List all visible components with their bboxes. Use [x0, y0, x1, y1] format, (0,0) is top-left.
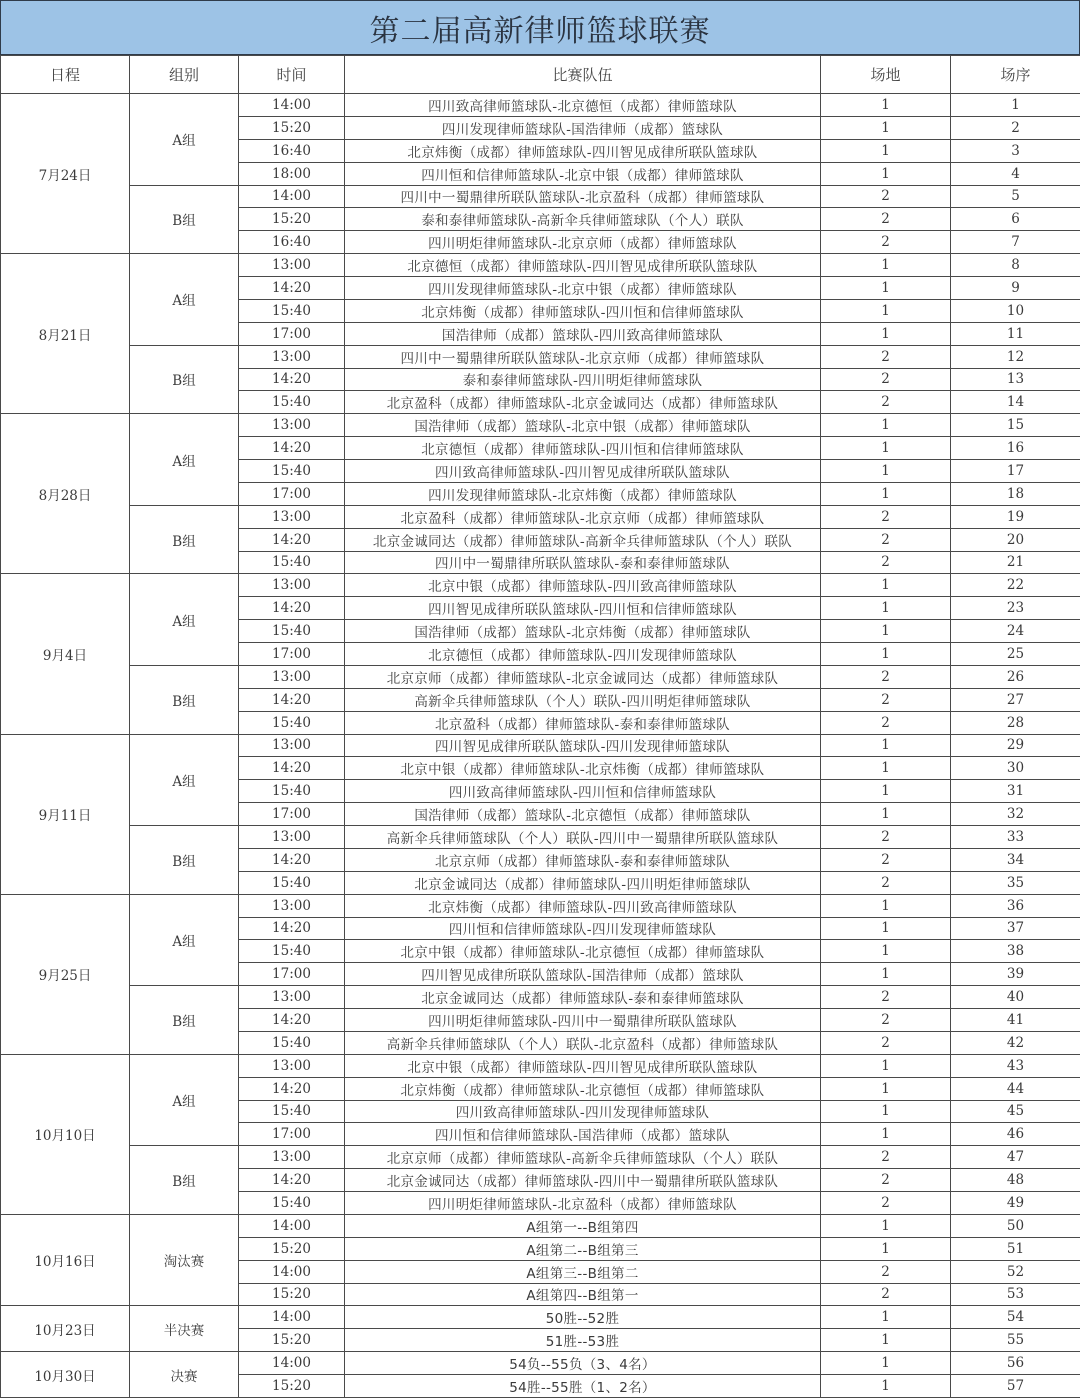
- seq-cell: 27: [951, 688, 1080, 711]
- field-cell: 1: [821, 1352, 951, 1375]
- field-cell: 1: [821, 940, 951, 963]
- seq-cell: 46: [951, 1123, 1080, 1146]
- time-cell: 15:40: [239, 620, 345, 643]
- header-row: [1, 56, 1080, 94]
- seq-cell: 6: [951, 208, 1080, 231]
- date-cell: 10月23日: [1, 1306, 130, 1352]
- seq-cell: 44: [951, 1077, 1080, 1100]
- header-field: 场地: [821, 56, 951, 94]
- time-cell: 15:40: [239, 460, 345, 483]
- teams-cell: A组第四--B组第一: [345, 1283, 821, 1306]
- teams-cell: 北京中银（成都）律师篮球队-四川致高律师篮球队: [345, 574, 821, 597]
- teams-cell: 四川恒和信律师篮球队-国浩律师（成都）篮球队: [345, 1123, 821, 1146]
- table-row: [1, 505, 1080, 528]
- seq-cell: 51: [951, 1237, 1080, 1260]
- time-cell: 15:40: [239, 391, 345, 414]
- date-cell: 8月21日: [1, 254, 130, 414]
- time-cell: 15:20: [239, 1329, 345, 1352]
- time-cell: 14:20: [239, 848, 345, 871]
- time-cell: 14:00: [239, 1352, 345, 1375]
- time-cell: 15:40: [239, 551, 345, 574]
- teams-cell: 国浩律师（成都）篮球队-北京德恒（成都）律师篮球队: [345, 803, 821, 826]
- teams-cell: 北京炜衡（成都）律师篮球队-四川智见成律所联队篮球队: [345, 139, 821, 162]
- time-cell: 17:00: [239, 322, 345, 345]
- group-cell: B组: [130, 826, 239, 895]
- time-cell: 14:00: [239, 185, 345, 208]
- time-cell: 14:20: [239, 1077, 345, 1100]
- seq-cell: 8: [951, 254, 1080, 277]
- seq-cell: 38: [951, 940, 1080, 963]
- teams-cell: 四川致高律师篮球队-北京德恒（成都）律师篮球队: [345, 94, 821, 117]
- teams-cell: 北京盈科（成都）律师篮球队-北京金诚同达（成都）律师篮球队: [345, 391, 821, 414]
- group-cell: B组: [130, 1146, 239, 1215]
- table-row: [1, 414, 1080, 437]
- seq-cell: 31: [951, 780, 1080, 803]
- seq-cell: 37: [951, 917, 1080, 940]
- teams-cell: 四川发现律师篮球队-国浩律师（成都）篮球队: [345, 116, 821, 139]
- table-row: [1, 94, 1080, 117]
- group-cell: 淘汰赛: [130, 1214, 239, 1306]
- field-cell: 1: [821, 414, 951, 437]
- date-cell: 9月25日: [1, 894, 130, 1054]
- seq-cell: 26: [951, 665, 1080, 688]
- time-cell: 14:20: [239, 917, 345, 940]
- seq-cell: 48: [951, 1169, 1080, 1192]
- field-cell: 1: [821, 1237, 951, 1260]
- field-cell: 1: [821, 1375, 951, 1398]
- seq-cell: 33: [951, 826, 1080, 849]
- date-cell: 9月4日: [1, 574, 130, 734]
- teams-cell: 四川恒和信律师篮球队-四川发现律师篮球队: [345, 917, 821, 940]
- teams-cell: 北京中银（成都）律师篮球队-四川智见成律所联队篮球队: [345, 1054, 821, 1077]
- time-cell: 13:00: [239, 345, 345, 368]
- teams-cell: 高新伞兵律师篮球队（个人）联队-四川明炬律师篮球队: [345, 688, 821, 711]
- seq-cell: 29: [951, 734, 1080, 757]
- teams-cell: 四川智见成律所联队篮球队-四川恒和信律师篮球队: [345, 597, 821, 620]
- teams-cell: 四川智见成律所联队篮球队-四川发现律师篮球队: [345, 734, 821, 757]
- teams-cell: 北京盈科（成都）律师篮球队-泰和泰律师篮球队: [345, 711, 821, 734]
- teams-cell: 四川中一蜀鼎律所联队篮球队-泰和泰律师篮球队: [345, 551, 821, 574]
- field-cell: 2: [821, 1192, 951, 1215]
- field-cell: 2: [821, 688, 951, 711]
- schedule-table: [0, 55, 1080, 1398]
- time-cell: 13:00: [239, 254, 345, 277]
- seq-cell: 41: [951, 1009, 1080, 1032]
- field-cell: 1: [821, 1123, 951, 1146]
- page-title: 第二届高新律师篮球联赛: [0, 0, 1080, 55]
- field-cell: 1: [821, 1214, 951, 1237]
- seq-cell: 39: [951, 963, 1080, 986]
- time-cell: 17:00: [239, 803, 345, 826]
- field-cell: 1: [821, 277, 951, 300]
- table-row: [1, 185, 1080, 208]
- field-cell: 1: [821, 734, 951, 757]
- field-cell: 1: [821, 963, 951, 986]
- field-cell: 1: [821, 1054, 951, 1077]
- teams-cell: A组第三--B组第二: [345, 1260, 821, 1283]
- time-cell: 15:40: [239, 780, 345, 803]
- time-cell: 16:40: [239, 139, 345, 162]
- seq-cell: 3: [951, 139, 1080, 162]
- time-cell: 13:00: [239, 986, 345, 1009]
- field-cell: 1: [821, 1100, 951, 1123]
- time-cell: 14:20: [239, 1169, 345, 1192]
- teams-cell: 国浩律师（成都）篮球队-北京炜衡（成都）律师篮球队: [345, 620, 821, 643]
- seq-cell: 25: [951, 643, 1080, 666]
- teams-cell: 四川中一蜀鼎律所联队篮球队-北京京师（成都）律师篮球队: [345, 345, 821, 368]
- seq-cell: 28: [951, 711, 1080, 734]
- table-row: [1, 1146, 1080, 1169]
- time-cell: 15:20: [239, 1237, 345, 1260]
- field-cell: 2: [821, 1283, 951, 1306]
- seq-cell: 17: [951, 460, 1080, 483]
- time-cell: 15:40: [239, 299, 345, 322]
- date-cell: 9月11日: [1, 734, 130, 894]
- seq-cell: 43: [951, 1054, 1080, 1077]
- time-cell: 15:40: [239, 940, 345, 963]
- field-cell: 1: [821, 780, 951, 803]
- time-cell: 14:00: [239, 1306, 345, 1329]
- seq-cell: 47: [951, 1146, 1080, 1169]
- field-cell: 2: [821, 345, 951, 368]
- field-cell: 2: [821, 391, 951, 414]
- time-cell: 13:00: [239, 1146, 345, 1169]
- date-cell: 8月28日: [1, 414, 130, 574]
- teams-cell: 四川明炬律师篮球队-北京盈科（成都）律师篮球队: [345, 1192, 821, 1215]
- time-cell: 15:40: [239, 1031, 345, 1054]
- table-row: [1, 826, 1080, 849]
- field-cell: 2: [821, 185, 951, 208]
- field-cell: 1: [821, 1077, 951, 1100]
- seq-cell: 53: [951, 1283, 1080, 1306]
- time-cell: 15:20: [239, 208, 345, 231]
- field-cell: 1: [821, 803, 951, 826]
- time-cell: 13:00: [239, 665, 345, 688]
- time-cell: 14:20: [239, 1009, 345, 1032]
- seq-cell: 23: [951, 597, 1080, 620]
- time-cell: 15:40: [239, 1100, 345, 1123]
- group-cell: B组: [130, 185, 239, 254]
- teams-cell: 北京德恒（成都）律师篮球队-四川恒和信律师篮球队: [345, 437, 821, 460]
- time-cell: 17:00: [239, 482, 345, 505]
- group-cell: B组: [130, 345, 239, 414]
- seq-cell: 10: [951, 299, 1080, 322]
- time-cell: 13:00: [239, 414, 345, 437]
- field-cell: 1: [821, 482, 951, 505]
- seq-cell: 36: [951, 894, 1080, 917]
- seq-cell: 56: [951, 1352, 1080, 1375]
- teams-cell: 高新伞兵律师篮球队（个人）联队-北京盈科（成都）律师篮球队: [345, 1031, 821, 1054]
- time-cell: 17:00: [239, 1123, 345, 1146]
- field-cell: 2: [821, 871, 951, 894]
- field-cell: 1: [821, 299, 951, 322]
- table-row: [1, 1352, 1080, 1375]
- time-cell: 14:20: [239, 528, 345, 551]
- date-cell: 10月30日: [1, 1352, 130, 1398]
- field-cell: 1: [821, 894, 951, 917]
- field-cell: 1: [821, 437, 951, 460]
- seq-cell: 1: [951, 94, 1080, 117]
- teams-cell: 四川发现律师篮球队-北京炜衡（成都）律师篮球队: [345, 482, 821, 505]
- seq-cell: 35: [951, 871, 1080, 894]
- teams-cell: 北京炜衡（成都）律师篮球队-四川恒和信律师篮球队: [345, 299, 821, 322]
- teams-cell: A组第一--B组第四: [345, 1214, 821, 1237]
- group-cell: 半决赛: [130, 1306, 239, 1352]
- field-cell: 1: [821, 162, 951, 185]
- table-row: [1, 1054, 1080, 1077]
- seq-cell: 20: [951, 528, 1080, 551]
- group-cell: A组: [130, 254, 239, 346]
- field-cell: 2: [821, 368, 951, 391]
- time-cell: 15:40: [239, 1192, 345, 1215]
- seq-cell: 34: [951, 848, 1080, 871]
- field-cell: 1: [821, 1329, 951, 1352]
- teams-cell: 北京炜衡（成都）律师篮球队-北京德恒（成都）律师篮球队: [345, 1077, 821, 1100]
- field-cell: 1: [821, 139, 951, 162]
- teams-cell: 国浩律师（成都）篮球队-四川致高律师篮球队: [345, 322, 821, 345]
- group-cell: B组: [130, 986, 239, 1055]
- group-cell: A组: [130, 734, 239, 826]
- seq-cell: 13: [951, 368, 1080, 391]
- time-cell: 13:00: [239, 1054, 345, 1077]
- table-row: [1, 254, 1080, 277]
- time-cell: 13:00: [239, 894, 345, 917]
- field-cell: 2: [821, 1146, 951, 1169]
- teams-cell: 51胜--53胜: [345, 1329, 821, 1352]
- seq-cell: 32: [951, 803, 1080, 826]
- seq-cell: 55: [951, 1329, 1080, 1352]
- teams-cell: 四川明炬律师篮球队-北京京师（成都）律师篮球队: [345, 231, 821, 254]
- teams-cell: 54胜--55胜（1、2名）: [345, 1375, 821, 1398]
- teams-cell: 54负--55负（3、4名）: [345, 1352, 821, 1375]
- seq-cell: 57: [951, 1375, 1080, 1398]
- table-row: [1, 574, 1080, 597]
- time-cell: 14:00: [239, 94, 345, 117]
- seq-cell: 22: [951, 574, 1080, 597]
- seq-cell: 2: [951, 116, 1080, 139]
- field-cell: 2: [821, 551, 951, 574]
- date-cell: 10月10日: [1, 1054, 130, 1214]
- time-cell: 15:20: [239, 116, 345, 139]
- field-cell: 2: [821, 528, 951, 551]
- field-cell: 2: [821, 1260, 951, 1283]
- group-cell: A组: [130, 574, 239, 666]
- seq-cell: 49: [951, 1192, 1080, 1215]
- teams-cell: 泰和泰律师篮球队-高新伞兵律师篮球队（个人）联队: [345, 208, 821, 231]
- date-cell: 7月24日: [1, 94, 130, 254]
- table-row: [1, 894, 1080, 917]
- time-cell: 15:20: [239, 1375, 345, 1398]
- field-cell: 1: [821, 643, 951, 666]
- group-cell: A组: [130, 894, 239, 986]
- time-cell: 13:00: [239, 574, 345, 597]
- field-cell: 2: [821, 208, 951, 231]
- group-cell: B组: [130, 505, 239, 574]
- group-cell: A组: [130, 94, 239, 186]
- time-cell: 14:20: [239, 597, 345, 620]
- seq-cell: 7: [951, 231, 1080, 254]
- teams-cell: 国浩律师（成都）篮球队-北京中银（成都）律师篮球队: [345, 414, 821, 437]
- teams-cell: 北京德恒（成都）律师篮球队-四川发现律师篮球队: [345, 643, 821, 666]
- table-row: [1, 665, 1080, 688]
- teams-cell: 北京金诚同达（成都）律师篮球队-泰和泰律师篮球队: [345, 986, 821, 1009]
- seq-cell: 5: [951, 185, 1080, 208]
- field-cell: 2: [821, 986, 951, 1009]
- seq-cell: 54: [951, 1306, 1080, 1329]
- field-cell: 2: [821, 665, 951, 688]
- table-row: [1, 1214, 1080, 1237]
- field-cell: 1: [821, 1306, 951, 1329]
- field-cell: 2: [821, 826, 951, 849]
- seq-cell: 18: [951, 482, 1080, 505]
- teams-cell: 北京炜衡（成都）律师篮球队-四川致高律师篮球队: [345, 894, 821, 917]
- teams-cell: 北京金诚同达（成都）律师篮球队-四川中一蜀鼎律所联队篮球队: [345, 1169, 821, 1192]
- teams-cell: 四川明炬律师篮球队-四川中一蜀鼎律所联队篮球队: [345, 1009, 821, 1032]
- field-cell: 2: [821, 1031, 951, 1054]
- table-row: [1, 734, 1080, 757]
- time-cell: 13:00: [239, 505, 345, 528]
- schedule-body: [1, 94, 1080, 1398]
- seq-cell: 30: [951, 757, 1080, 780]
- time-cell: 14:20: [239, 277, 345, 300]
- field-cell: 2: [821, 848, 951, 871]
- teams-cell: 四川致高律师篮球队-四川发现律师篮球队: [345, 1100, 821, 1123]
- teams-cell: 北京金诚同达（成都）律师篮球队-四川明炬律师篮球队: [345, 871, 821, 894]
- teams-cell: 北京京师（成都）律师篮球队-北京金诚同达（成都）律师篮球队: [345, 665, 821, 688]
- group-cell: A组: [130, 414, 239, 506]
- seq-cell: 50: [951, 1214, 1080, 1237]
- field-cell: 1: [821, 322, 951, 345]
- seq-cell: 21: [951, 551, 1080, 574]
- teams-cell: 北京中银（成都）律师篮球队-北京炜衡（成都）律师篮球队: [345, 757, 821, 780]
- seq-cell: 24: [951, 620, 1080, 643]
- field-cell: 1: [821, 620, 951, 643]
- seq-cell: 45: [951, 1100, 1080, 1123]
- field-cell: 2: [821, 1009, 951, 1032]
- seq-cell: 52: [951, 1260, 1080, 1283]
- field-cell: 1: [821, 757, 951, 780]
- seq-cell: 40: [951, 986, 1080, 1009]
- table-row: [1, 986, 1080, 1009]
- time-cell: 14:00: [239, 1260, 345, 1283]
- field-cell: 1: [821, 94, 951, 117]
- table-row: [1, 345, 1080, 368]
- teams-cell: A组第二--B组第三: [345, 1237, 821, 1260]
- time-cell: 18:00: [239, 162, 345, 185]
- seq-cell: 9: [951, 277, 1080, 300]
- teams-cell: 北京金诚同达（成都）律师篮球队-高新伞兵律师篮球队（个人）联队: [345, 528, 821, 551]
- seq-cell: 11: [951, 322, 1080, 345]
- group-cell: A组: [130, 1054, 239, 1146]
- teams-cell: 四川致高律师篮球队-四川恒和信律师篮球队: [345, 780, 821, 803]
- time-cell: 17:00: [239, 963, 345, 986]
- teams-cell: 高新伞兵律师篮球队（个人）联队-四川中一蜀鼎律所联队篮球队: [345, 826, 821, 849]
- header-group: 组别: [130, 56, 239, 94]
- time-cell: 14:00: [239, 1214, 345, 1237]
- seq-cell: 14: [951, 391, 1080, 414]
- teams-cell: 四川发现律师篮球队-北京中银（成都）律师篮球队: [345, 277, 821, 300]
- time-cell: 15:20: [239, 1283, 345, 1306]
- time-cell: 15:40: [239, 711, 345, 734]
- header-teams: 比赛队伍: [345, 56, 821, 94]
- table-row: [1, 1306, 1080, 1329]
- field-cell: 2: [821, 1169, 951, 1192]
- seq-cell: 12: [951, 345, 1080, 368]
- teams-cell: 四川恒和信律师篮球队-北京中银（成都）律师篮球队: [345, 162, 821, 185]
- time-cell: 14:20: [239, 688, 345, 711]
- teams-cell: 北京京师（成都）律师篮球队-高新伞兵律师篮球队（个人）联队: [345, 1146, 821, 1169]
- time-cell: 14:20: [239, 437, 345, 460]
- time-cell: 17:00: [239, 643, 345, 666]
- teams-cell: 泰和泰律师篮球队-四川明炬律师篮球队: [345, 368, 821, 391]
- date-cell: 10月16日: [1, 1214, 130, 1306]
- seq-cell: 42: [951, 1031, 1080, 1054]
- time-cell: 13:00: [239, 826, 345, 849]
- field-cell: 1: [821, 116, 951, 139]
- time-cell: 13:00: [239, 734, 345, 757]
- header-seq: 场序: [951, 56, 1080, 94]
- field-cell: 2: [821, 231, 951, 254]
- field-cell: 1: [821, 460, 951, 483]
- field-cell: 1: [821, 597, 951, 620]
- teams-cell: 四川致高律师篮球队-四川智见成律所联队篮球队: [345, 460, 821, 483]
- time-cell: 14:20: [239, 368, 345, 391]
- teams-cell: 北京中银（成都）律师篮球队-北京德恒（成都）律师篮球队: [345, 940, 821, 963]
- teams-cell: 北京盈科（成都）律师篮球队-北京京师（成都）律师篮球队: [345, 505, 821, 528]
- time-cell: 14:20: [239, 757, 345, 780]
- teams-cell: 北京京师（成都）律师篮球队-泰和泰律师篮球队: [345, 848, 821, 871]
- teams-cell: 北京德恒（成都）律师篮球队-四川智见成律所联队篮球队: [345, 254, 821, 277]
- field-cell: 1: [821, 574, 951, 597]
- field-cell: 1: [821, 254, 951, 277]
- group-cell: B组: [130, 665, 239, 734]
- time-cell: 16:40: [239, 231, 345, 254]
- time-cell: 15:40: [239, 871, 345, 894]
- field-cell: 1: [821, 917, 951, 940]
- seq-cell: 4: [951, 162, 1080, 185]
- teams-cell: 50胜--52胜: [345, 1306, 821, 1329]
- field-cell: 2: [821, 505, 951, 528]
- seq-cell: 19: [951, 505, 1080, 528]
- field-cell: 2: [821, 711, 951, 734]
- seq-cell: 15: [951, 414, 1080, 437]
- teams-cell: 四川中一蜀鼎律所联队篮球队-北京盈科（成都）律师篮球队: [345, 185, 821, 208]
- header-date: 日程: [1, 56, 130, 94]
- group-cell: 决赛: [130, 1352, 239, 1398]
- header-time: 时间: [239, 56, 345, 94]
- teams-cell: 四川智见成律所联队篮球队-国浩律师（成都）篮球队: [345, 963, 821, 986]
- seq-cell: 16: [951, 437, 1080, 460]
